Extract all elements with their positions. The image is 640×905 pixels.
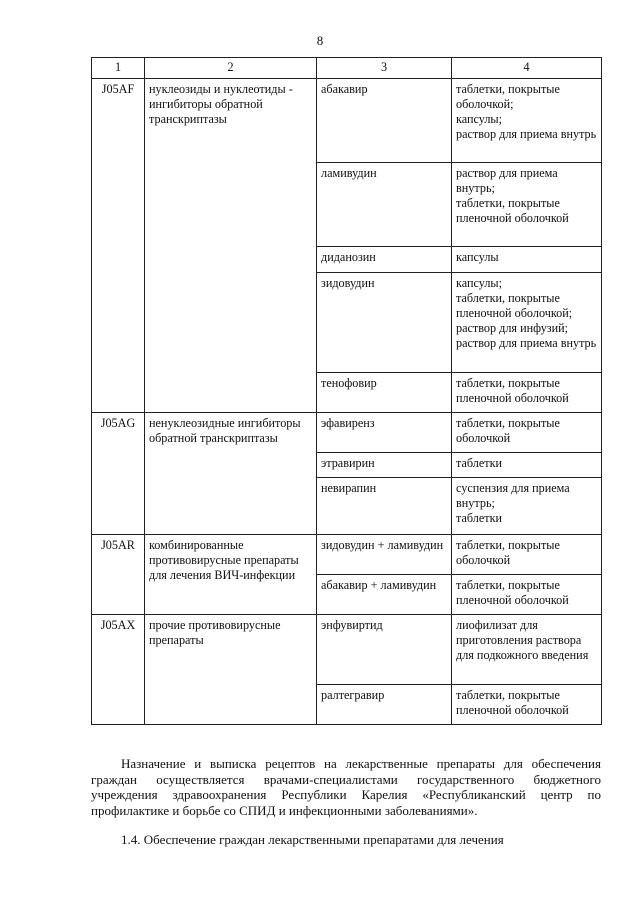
- dosage-form-cell: лиофилизат для приготовления раствора для подкожного введения: [452, 615, 602, 685]
- drug-name-cell: тенофовир: [317, 373, 452, 413]
- drug-table: [91, 57, 602, 725]
- atc-code-cell: J05AR: [92, 535, 145, 615]
- column-header: 1: [92, 58, 145, 79]
- drug-name-cell: эфавиренз: [317, 413, 452, 453]
- table-row: [92, 615, 602, 685]
- group-name-cell: ненуклеозидные ингибиторы обратной транскриптазы: [145, 413, 317, 535]
- column-header: 3: [317, 58, 452, 79]
- drug-name-cell: ралтегравир: [317, 685, 452, 725]
- dosage-form-cell: таблетки, покрытые оболочкой: [452, 535, 602, 575]
- atc-code-cell: J05AG: [92, 413, 145, 535]
- dosage-form-cell: таблетки, покрытые пленочной оболочкой: [452, 575, 602, 615]
- drug-name-cell: невирапин: [317, 478, 452, 535]
- table-row: [92, 79, 602, 163]
- dosage-form-cell: таблетки, покрытые пленочной оболочкой: [452, 373, 602, 413]
- drug-name-cell: зидовудин: [317, 273, 452, 373]
- column-header: 2: [145, 58, 317, 79]
- column-header: 4: [452, 58, 602, 79]
- page-number: 8: [316, 33, 324, 48]
- dosage-form-cell: таблетки, покрытые оболочкой: [452, 413, 602, 453]
- drug-name-cell: абакавир + ламивудин: [317, 575, 452, 615]
- drug-name-cell: абакавир: [317, 79, 452, 163]
- atc-code-cell: J05AF: [92, 79, 145, 413]
- paragraph-section-1-4: 1.4. Обеспечение граждан лекарственными препаратами для лечения: [121, 832, 504, 847]
- dosage-form-cell: таблетки, покрытые оболочкой; капсулы; раствор для приема внутрь: [452, 79, 602, 163]
- atc-code-cell: J05AX: [92, 615, 145, 725]
- group-name-cell: нуклеозиды и нуклеотиды - ингибиторы обратной транскриптазы: [145, 79, 317, 413]
- dosage-form-cell: капсулы: [452, 247, 602, 273]
- dosage-form-cell: таблетки, покрытые пленочной оболочкой: [452, 685, 602, 725]
- drug-name-cell: ламивудин: [317, 163, 452, 247]
- drug-name-cell: зидовудин + ламивудин: [317, 535, 452, 575]
- group-name-cell: прочие противовирусные препараты: [145, 615, 317, 725]
- paragraph-prescriptions: Назначение и выписка рецептов на лекарственные препараты для обеспечения граждан осуществляется врачами-специалистами государственного бюджетного учреждения здравоохранения Республики Карелия «Республиканский центр по профилактике и борьбе со СПИД и инфекционными заболеваниями».: [91, 756, 601, 818]
- group-name-cell: комбинированные противовирусные препараты для лечения ВИЧ-инфекции: [145, 535, 317, 615]
- table-row: [92, 535, 602, 575]
- dosage-form-cell: таблетки: [452, 453, 602, 478]
- table-header-row: [92, 58, 602, 79]
- drug-name-cell: энфувиртид: [317, 615, 452, 685]
- dosage-form-cell: капсулы; таблетки, покрытые пленочной оболочкой; раствор для инфузий; раствор для приема внутрь: [452, 273, 602, 373]
- drug-name-cell: диданозин: [317, 247, 452, 273]
- dosage-form-cell: раствор для приема внутрь; таблетки, покрытые пленочной оболочкой: [452, 163, 602, 247]
- table-row: [92, 413, 602, 453]
- dosage-form-cell: суспензия для приема внутрь; таблетки: [452, 478, 602, 535]
- drug-name-cell: этравирин: [317, 453, 452, 478]
